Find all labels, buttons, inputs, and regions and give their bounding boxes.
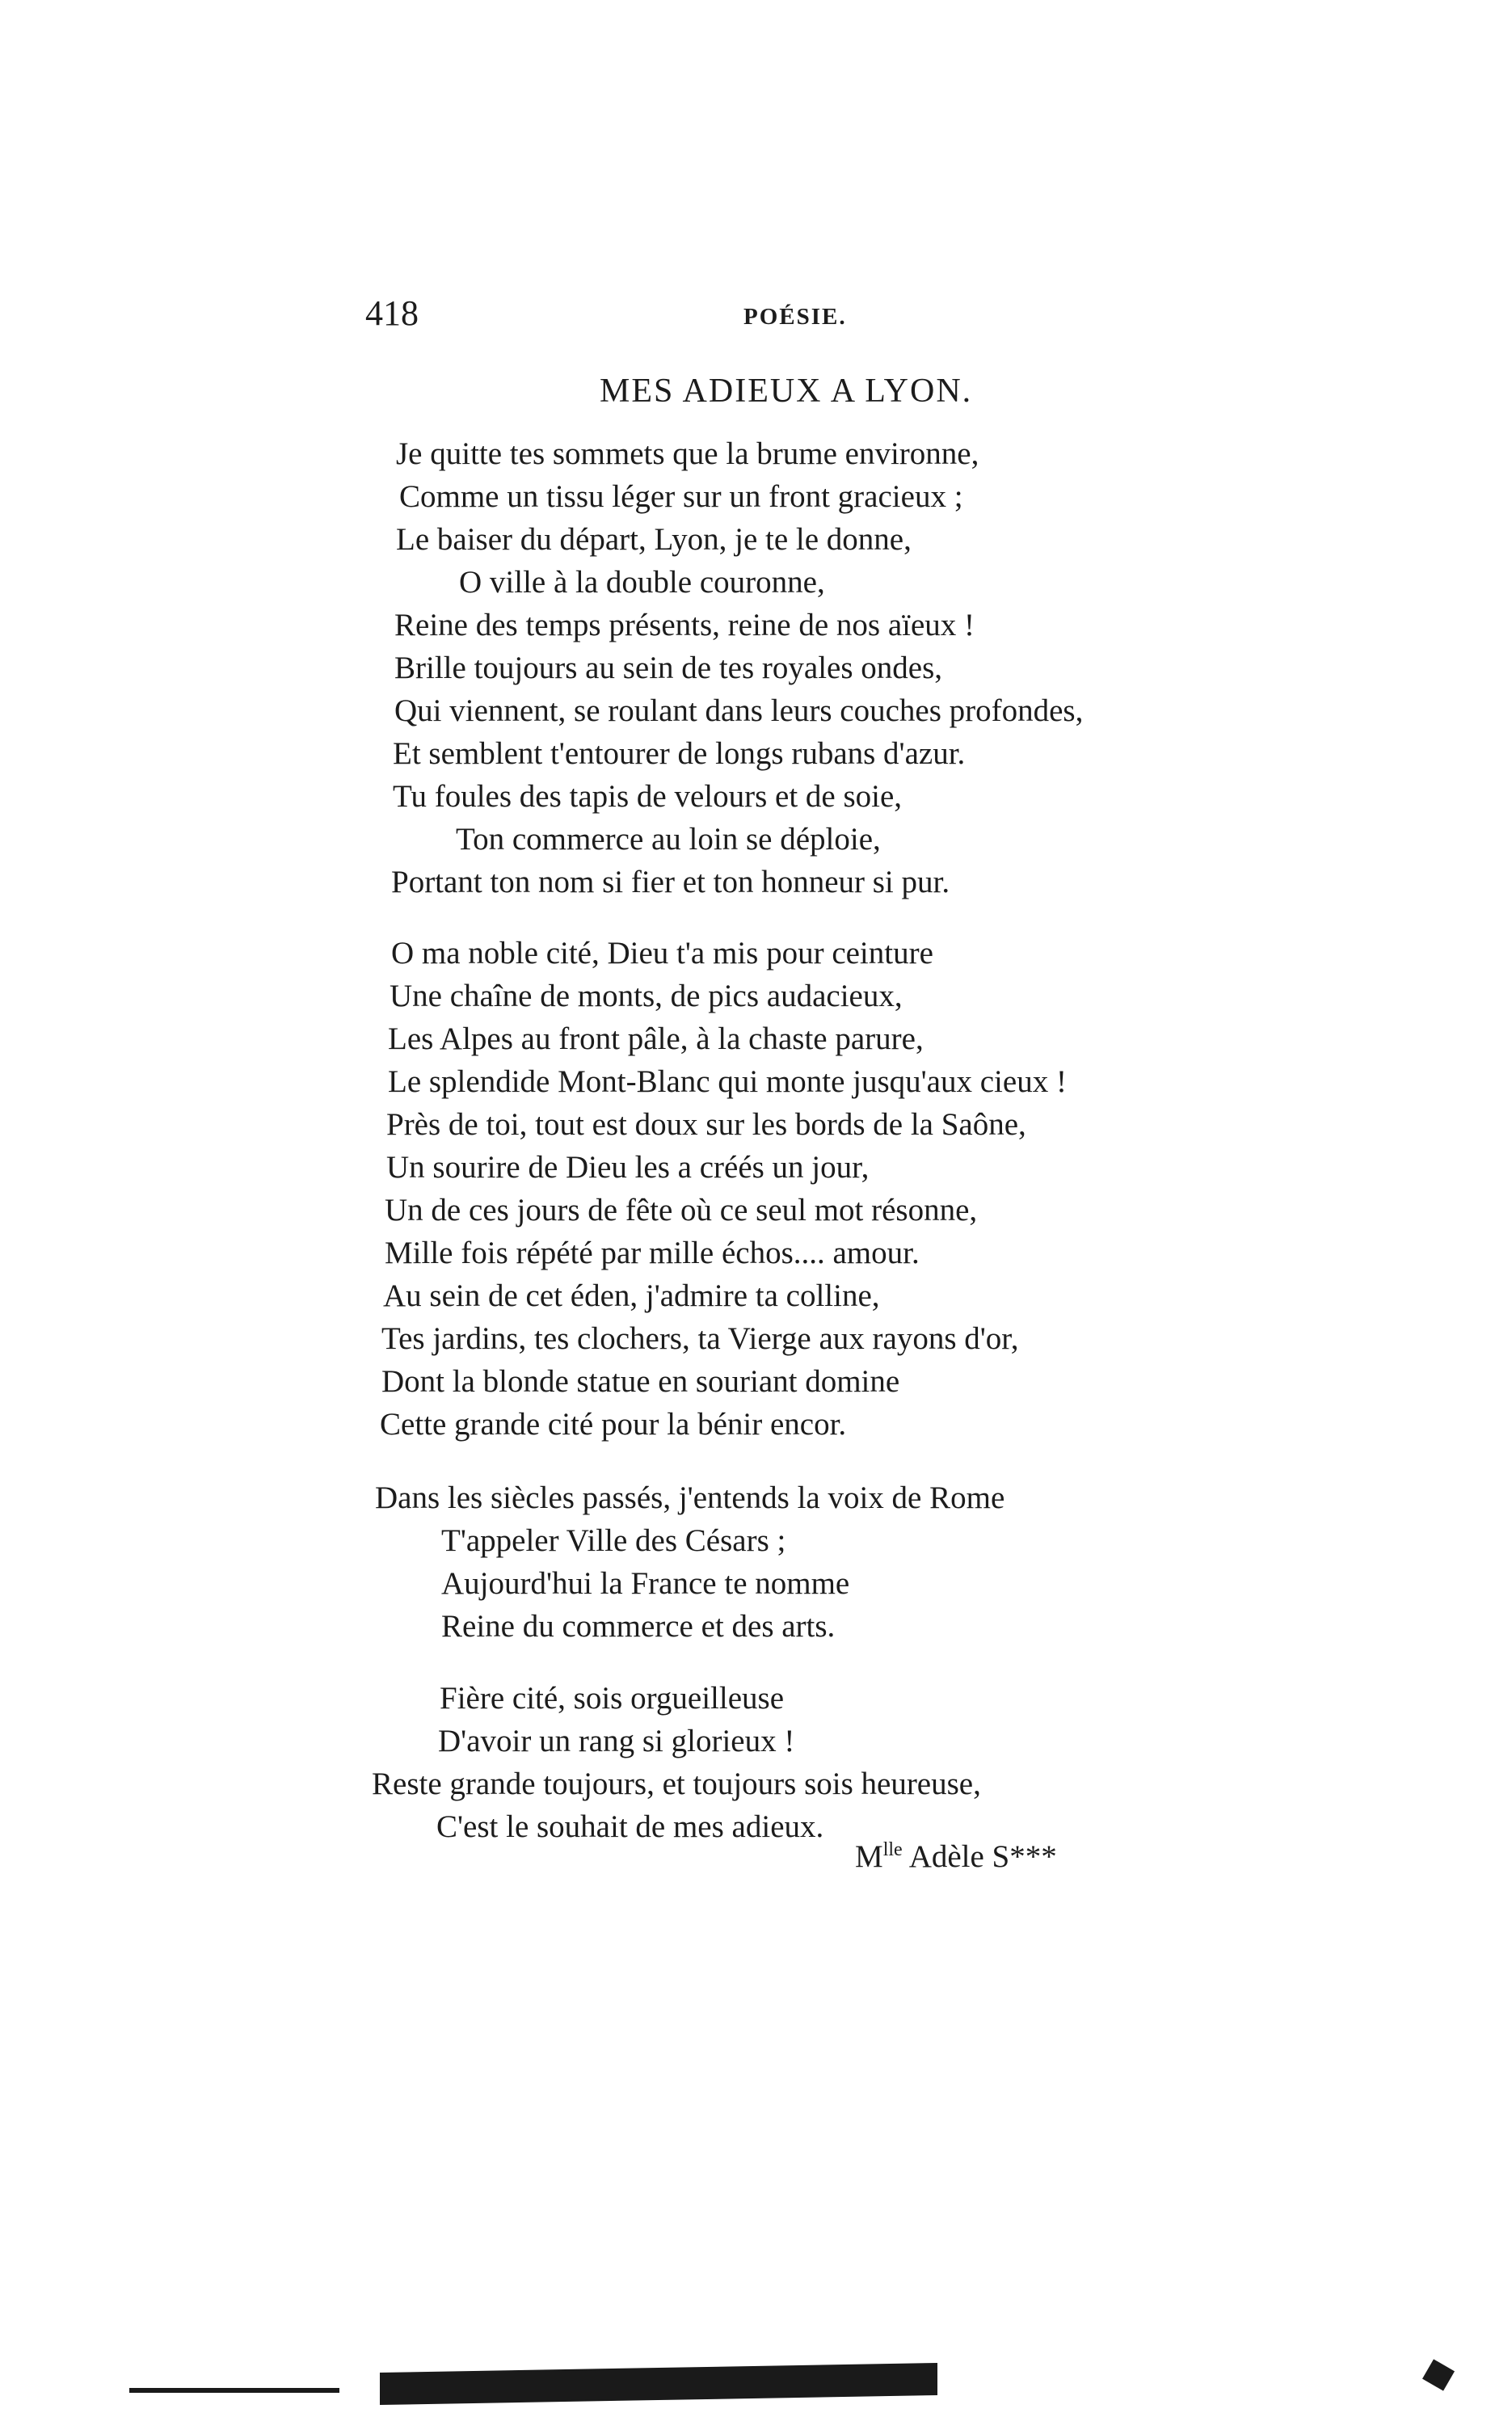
scan-mark-corner: [1422, 2359, 1455, 2390]
poem-line: Fière cité, sois orgueilleuse: [440, 1681, 785, 1716]
poem-line: Qui viennent, se roulant dans leurs couches profondes,: [394, 693, 1084, 728]
poem-line: Je quitte tes sommets que la brume environne,: [396, 436, 979, 471]
poem-line: Dans les siècles passés, j'entends la voix de Rome: [375, 1480, 1005, 1515]
poem-line: Reine des temps présents, reine de nos aïeux !: [394, 608, 975, 642]
page-number: 418: [365, 293, 419, 333]
signature-title: lle: [882, 1839, 903, 1860]
signature-prefix: M: [855, 1839, 883, 1874]
poem-line: Le baiser du départ, Lyon, je te le donne,: [396, 522, 912, 557]
poem-line: Et semblent t'entourer de longs rubans d'azur.: [393, 736, 966, 771]
poem-line: Mille fois répété par mille échos.... amour.: [385, 1236, 920, 1270]
poem-line: Reste grande toujours, et toujours sois heureuse,: [372, 1767, 981, 1801]
signature-name: Adèle S***: [908, 1839, 1057, 1874]
poem-line: Dont la blonde statue en souriant domine: [381, 1364, 900, 1399]
poem-line: Une chaîne de monts, de pics audacieux,: [390, 979, 903, 1013]
poem-line: Tes jardins, tes clochers, ta Vierge aux rayons d'or,: [381, 1321, 1019, 1356]
scan-mark-block: [380, 2363, 937, 2405]
author-signature: [855, 1838, 1057, 1875]
poem-line: Au sein de cet éden, j'admire ta colline,: [383, 1278, 880, 1313]
poem-title: MES ADIEUX A LYON.: [600, 373, 973, 410]
poem-line: Cette grande cité pour la bénir encor.: [380, 1407, 847, 1442]
poem-line: Près de toi, tout est doux sur les bords de la Saône,: [386, 1107, 1026, 1142]
poem-line: Brille toujours au sein de tes royales ondes,: [394, 651, 943, 685]
poem-line: Reine du commerce et des arts.: [441, 1609, 836, 1644]
poem-line: O ma noble cité, Dieu t'a mis pour ceinture: [391, 936, 933, 971]
poem-line: Un de ces jours de fête où ce seul mot résonne,: [385, 1193, 978, 1228]
poem-line: D'avoir un rang si glorieux !: [438, 1724, 795, 1758]
poem-line: Portant ton nom si fier et ton honneur si pur.: [391, 865, 950, 899]
poem-line: C'est le souhait de mes adieux.: [436, 1809, 824, 1844]
poem-line: Comme un tissu léger sur un front gracieux ;: [399, 479, 963, 514]
poem-line: T'appeler Ville des Césars ;: [441, 1523, 786, 1558]
poem-line: Un sourire de Dieu les a créés un jour,: [386, 1150, 870, 1185]
running-head: [365, 293, 1222, 341]
poem-line: Le splendide Mont-Blanc qui monte jusqu'aux cieux !: [388, 1064, 1067, 1099]
poem-line: Les Alpes au front pâle, à la chaste parure,: [388, 1021, 924, 1056]
poem-line: Aujourd'hui la France te nomme: [441, 1566, 850, 1601]
poem-line: O ville à la double couronne,: [459, 565, 825, 600]
scan-mark-line: [129, 2388, 339, 2393]
poem-line: Ton commerce au loin se déploie,: [456, 822, 881, 857]
poem-line: Tu foules des tapis de velours et de soie,: [393, 779, 903, 814]
section-label: POÉSIE.: [743, 304, 847, 330]
